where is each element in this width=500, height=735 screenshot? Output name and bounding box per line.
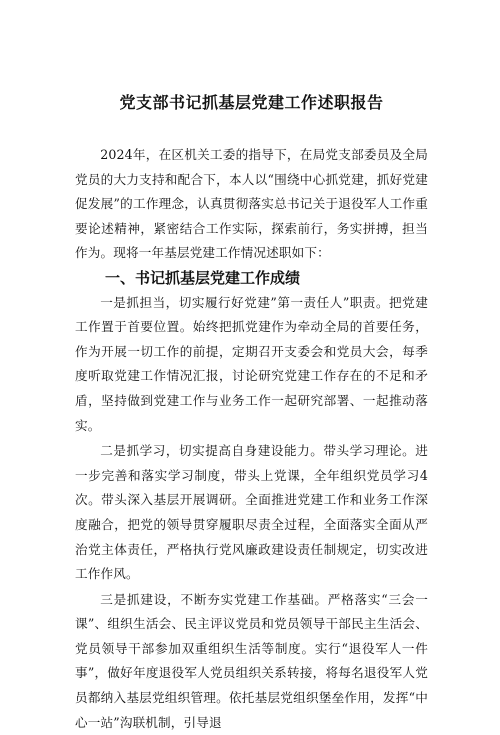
document-title: 党支部书记抓基层党建工作述职报告	[119, 93, 384, 112]
body-paragraph-2: 二是抓学习，切实提高自身建设能力。带头学习理论。进一步完善和落实学习制度，带头上党课，全年组织党员学习4次。带头深入基层开展调研。全面推进党建工作和业务工作深度融合，把党的领导贯穿履职尽责全过程，全面落实全面从严治党主体责任，严格执行党风廉政建设责任制规定，切实改进工作作风。	[75, 443, 428, 582]
body-paragraph-3: 三是抓建设，不断夯实党建工作基础。严格落实“三会一课”、组织生活会、民主评议党员和党员领导干部民主生活会、党员领导干部参加双重组织生活等制度。实行“退役军人一件事”，做好年度退役军人党员组织关系转接，将每名退役军人党员都纳入基层党组织管理。依托基层党组织堡垒作用，发挥“中心一站”沟联机制，引导退	[75, 591, 428, 730]
section-heading: 一、书记抓基层党建工作成绩	[105, 268, 301, 287]
body-paragraph-1: 一是抓担当，切实履行好党建”第一责任人”职责。把党建工作置于首要位置。始终把抓党建作为牵动全局的首要任务，作为开展一切工作的前提，定期召开支委会和党员大会，每季度听取党建工作情况汇报，讨论研究党建工作存在的不足和矛盾，坚持做到党建工作与业务工作一起研究部署、一起推动落实。	[75, 294, 428, 433]
intro-paragraph: 2024年，在区机关工委的指导下，在局党支部委员及全局党员的大力支持和配合下，本人以“围绕中心抓党建，抓好党建促发展”的工作理念，认真贯彻落实总书记关于退役军人工作重要论述精神，紧密结合工作实际，探索前行，务实拼搏，担当作为。现将一年基层党建工作情况述职如下：	[75, 147, 428, 261]
